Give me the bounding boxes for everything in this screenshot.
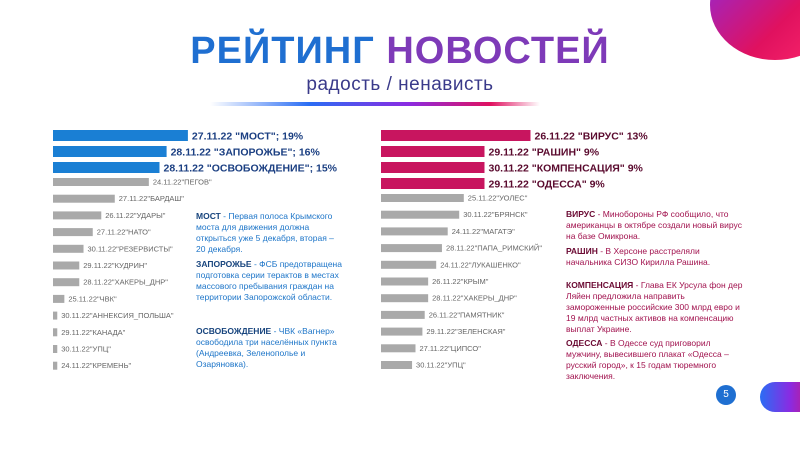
hate-bar-2 — [381, 162, 485, 173]
hate-bar-12 — [381, 328, 422, 336]
joy-bar-label-14: 24.11.22"КРЕМЕНЬ" — [61, 361, 132, 371]
hate-bar-3 — [381, 178, 485, 189]
hate-bar-label-13: 27.11.22"ЦИПСО" — [419, 343, 481, 353]
title-part1: РЕЙТИНГ — [190, 30, 375, 72]
note-head: ОДЕССА — [566, 338, 603, 348]
note-text: - ЧВК «Вагнер» освободила три населённых пункта (Андреевка, Зеленополье и Озаряновка). — [196, 326, 337, 369]
joy-bar-8 — [53, 262, 79, 270]
note-rashin — [566, 246, 744, 268]
hate-bar-label-0: 26.11.22 "ВИРУС" 13% — [534, 130, 648, 143]
note-text: - Глава ЕК Урсула фон дер Ляйен предложила направить замороженные российские 300 млрд евро и 19 млрд частных активов на компенсацию выплат Украине. — [566, 280, 743, 334]
joy-bar-label-2: 28.11.22 "ОСВОБОЖДЕНИЕ"; 15% — [163, 162, 338, 175]
note-odessa — [566, 338, 744, 382]
joy-bar-1 — [53, 146, 167, 157]
note-most — [196, 211, 344, 255]
hate-bar-13 — [381, 344, 416, 352]
hate-bar-label-12: 29.11.22"ЗЕЛЕНСКАЯ" — [426, 327, 506, 337]
joy-bar-2 — [53, 162, 160, 173]
hate-bar-4 — [381, 194, 464, 202]
hate-bar-10 — [381, 294, 428, 302]
joy-bar-label-6: 27.11.22"НАТО" — [96, 227, 151, 237]
hate-bar-label-11: 26.11.22"ПАМЯТНИК" — [428, 310, 505, 320]
joy-bar-14 — [53, 362, 57, 370]
note-virus — [566, 209, 744, 242]
note-head: ЗАПОРОЖЬЕ — [196, 259, 252, 269]
joy-bar-label-11: 30.11.22"АННЕКСИЯ_ПОЛЬША" — [61, 311, 174, 321]
hate-bar-label-6: 24.11.22"МАГАТЭ" — [451, 226, 515, 236]
joy-bar-10 — [53, 295, 64, 303]
hate-bar-1 — [381, 146, 485, 157]
hate-bar-label-14: 30.11.22"УПЦ" — [416, 360, 466, 370]
page-subtitle: радость / ненависть — [306, 74, 494, 95]
joy-bar-label-5: 26.11.22"УДАРЫ" — [105, 210, 166, 220]
note-zaporozhye — [196, 259, 344, 303]
hate-bar-0 — [381, 130, 531, 141]
page-number: 5 — [716, 385, 736, 405]
joy-bar-3 — [53, 178, 149, 186]
joy-bar-7 — [53, 245, 84, 253]
hate-bar-label-3: 29.11.22 "ОДЕССА" 9% — [488, 178, 605, 191]
hate-bar-label-2: 30.11.22 "КОМПЕНСАЦИЯ" 9% — [488, 162, 643, 175]
hate-bar-7 — [381, 244, 442, 252]
note-head: ОСВОБОЖДЕНИЕ — [196, 326, 272, 336]
title-part2: НОВОСТЕЙ — [386, 30, 610, 72]
note-head: ВИРУС — [566, 209, 596, 219]
joy-bar-13 — [53, 345, 57, 353]
hate-bar-label-1: 29.11.22 "РАШИН" 9% — [488, 146, 600, 159]
joy-bar-label-3: 24.11.22"ПЕГОВ" — [152, 177, 212, 187]
joy-bar-5 — [53, 211, 101, 219]
hate-bar-label-4: 25.11.22"УОЛЕС" — [467, 193, 528, 203]
hate-bar-8 — [381, 261, 436, 269]
note-kompensaciya — [566, 280, 744, 335]
hate-bar-5 — [381, 211, 459, 219]
joy-bar-11 — [53, 312, 57, 320]
joy-bar-label-7: 30.11.22"РЕЗЕРВИСТЫ" — [87, 244, 173, 254]
joy-bar-label-12: 29.11.22"КАНАДА" — [61, 327, 126, 337]
note-text: - Минобороны РФ сообщило, что американцы в октябре создали новый вирус на базе Омикрона. — [566, 209, 742, 241]
hate-bar-9 — [381, 278, 428, 286]
joy-bar-label-1: 28.11.22 "ЗАПОРОЖЬЕ"; 16% — [170, 146, 320, 159]
note-text: - В Одессе суд приговорил мужчину, вывесившего плакат «Одесса – русский город», к 15 годам тюремного заключения. — [566, 338, 729, 381]
hate-bar-label-5: 30.11.22"БРЯНСК" — [463, 210, 528, 220]
joy-bar-0 — [53, 130, 188, 141]
hate-bar-6 — [381, 227, 448, 235]
note-text: - Первая полоса Крымского моста для движения должна открыться уже 5 декабря, вторая – 20 декабря. — [196, 211, 334, 254]
note-head: РАШИН — [566, 246, 598, 256]
note-head: КОМПЕНСАЦИЯ — [566, 280, 634, 290]
hate-bar-label-8: 24.11.22"ЛУКАШЕНКО" — [440, 260, 521, 270]
note-osvobozhdenie — [196, 326, 344, 370]
joy-bar-9 — [53, 278, 79, 286]
note-text: - ФСБ предотвращена подготовка серии терактов в местах массового пребывания граждан на территории Запорожской области. — [196, 259, 342, 302]
hate-bar-label-10: 28.11.22"ХАКЕРЫ_ДНР" — [432, 293, 517, 303]
hate-bar-14 — [381, 361, 412, 369]
joy-bar-4 — [53, 195, 115, 203]
hate-bar-label-7: 28.11.22"ПАПА_РИМСКИЙ" — [445, 243, 542, 253]
hate-bar-label-9: 26.11.22"КРЫМ" — [432, 277, 489, 286]
joy-bar-label-4: 27.11.22"БАРДАШ" — [118, 194, 184, 204]
joy-bar-12 — [53, 328, 57, 336]
joy-bar-label-9: 28.11.22"ХАКЕРЫ_ДНР" — [83, 277, 168, 287]
joy-bar-label-8: 29.11.22"КУДРИН" — [83, 261, 148, 270]
note-text: - В Херсоне расстреляли начальника СИЗО Кирилла Рашина. — [566, 246, 711, 267]
hate-bar-11 — [381, 311, 425, 319]
joy-bar-label-0: 27.11.22 "МОСТ"; 19% — [191, 130, 304, 143]
joy-bar-label-10: 25.11.22"ЧВК" — [68, 294, 117, 304]
joy-bar-label-13: 30.11.22"УПЦ" — [61, 344, 111, 354]
joy-bar-6 — [53, 228, 93, 236]
note-head: МОСТ — [196, 211, 221, 221]
